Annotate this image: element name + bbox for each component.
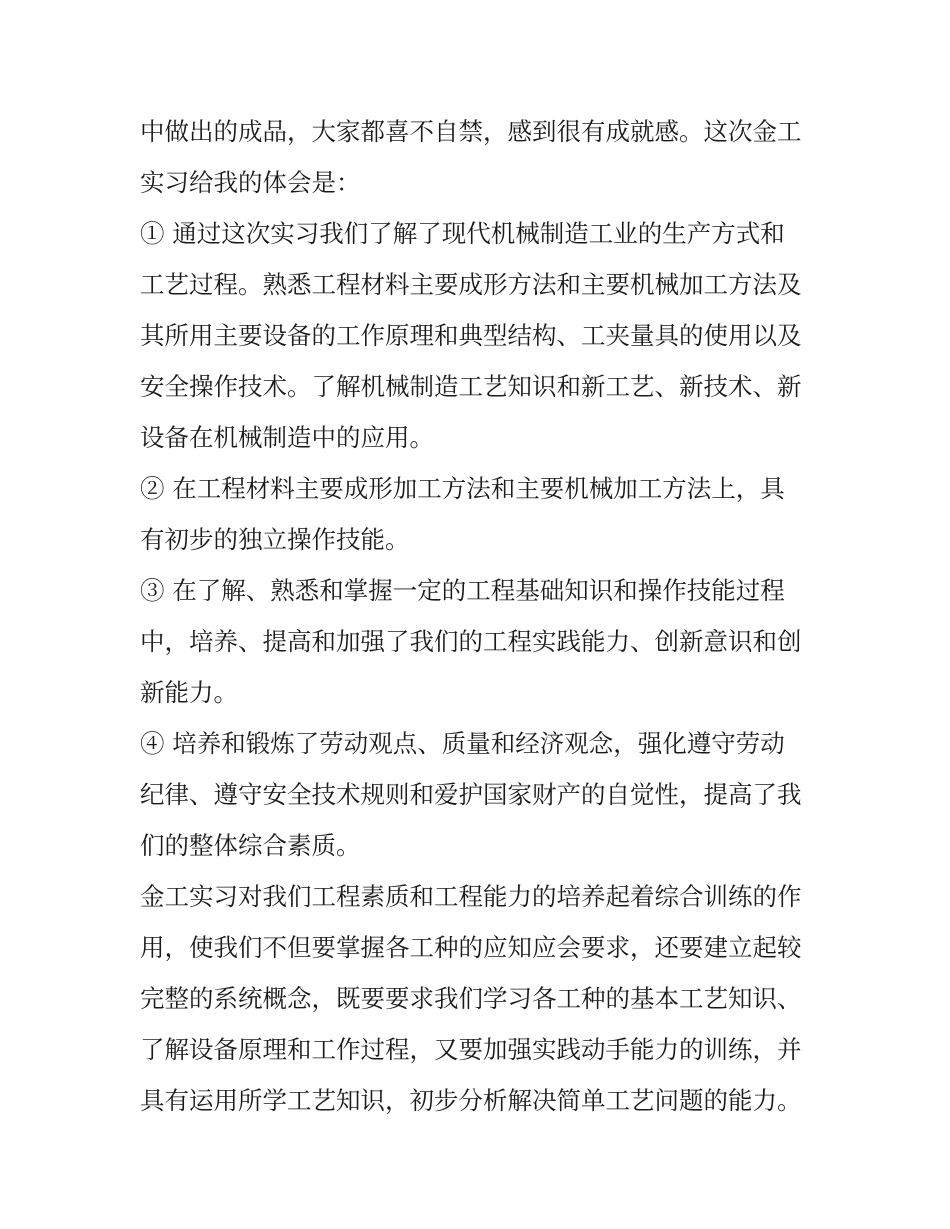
text-line: 们的整体综合素质。 — [140, 831, 361, 860]
list-item-2-line: ② 在工程材料主要成形加工方法和主要机械加工方法上，具 — [140, 474, 785, 503]
text-line: 工艺过程。熟悉工程材料主要成形方法和主要机械加工方法及 — [140, 270, 802, 299]
text-line: 了解设备原理和工作过程，又要加强实践动手能力的训练，并 — [140, 1035, 802, 1064]
list-item-3-line: ③ 在了解、熟悉和掌握一定的工程基础知识和操作技能过程 — [140, 576, 785, 605]
text-line: 完整的系统概念，既要要求我们学习各工种的基本工艺知识、 — [140, 984, 802, 1013]
text-line: 实习给我的体会是： — [140, 168, 361, 197]
text-line: 有初步的独立操作技能。 — [140, 525, 410, 554]
text-line: 用，使我们不但要掌握各工种的应知应会要求，还要建立起较 — [140, 933, 802, 962]
paragraph-line: 金工实习对我们工程素质和工程能力的培养起着综合训练的作 — [140, 882, 802, 911]
document-body — [140, 106, 820, 1126]
list-item-1-line: ① 通过这次实习我们了解了现代机械制造工业的生产方式和 — [140, 219, 785, 248]
text-line: 其所用主要设备的工作原理和典型结构、工夹量具的使用以及 — [140, 321, 802, 350]
list-item-4-line: ④ 培养和锻炼了劳动观点、质量和经济观念，强化遵守劳动 — [140, 729, 785, 758]
text-line: 中做出的成品，大家都喜不自禁，感到很有成就感。这次金工 — [140, 117, 802, 146]
text-line: 安全操作技术。了解机械制造工艺知识和新工艺、新技术、新 — [140, 372, 802, 401]
text-line: 中，培养、提高和加强了我们的工程实践能力、创新意识和创 — [140, 627, 802, 656]
text-line: 纪律、遵守安全技术规则和爱护国家财产的自觉性，提高了我 — [140, 780, 802, 809]
text-line: 具有运用所学工艺知识，初步分析解决简单工艺问题的能力。 — [140, 1086, 802, 1115]
text-line: 设备在机械制造中的应用。 — [140, 423, 434, 452]
text-line: 新能力。 — [140, 678, 238, 707]
